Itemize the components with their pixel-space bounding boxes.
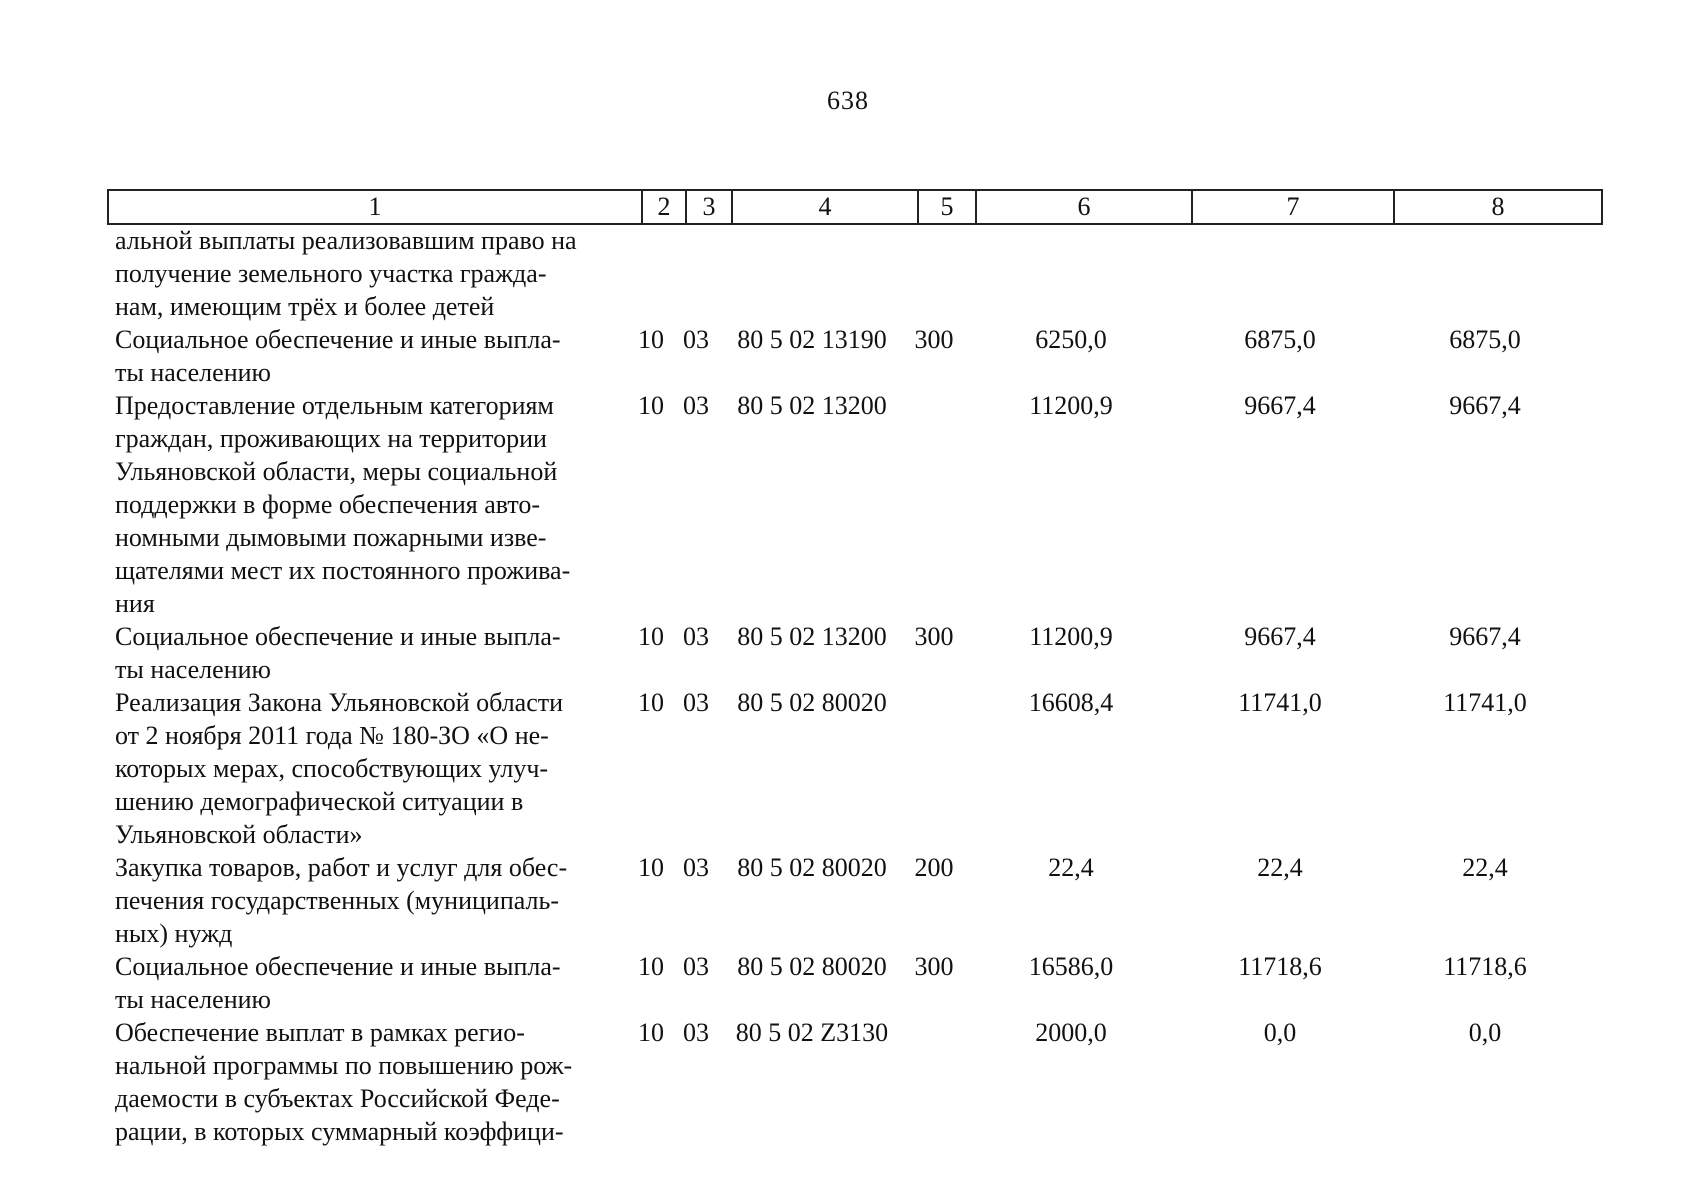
row-description xyxy=(107,950,629,1016)
column-header-2: 2 xyxy=(642,190,686,224)
target-article-code: 80 5 02 Z3130 xyxy=(735,1018,889,1047)
description-line: рации, в которых суммарный коэффици- xyxy=(115,1117,564,1146)
amount-col-6: 22,4 xyxy=(1048,853,1094,882)
row-description xyxy=(107,620,629,686)
amount-col-7: 11741,0 xyxy=(1238,688,1322,717)
table-row xyxy=(107,950,1607,1016)
description-line: номными дымовыми пожарными изве- xyxy=(115,523,547,552)
description-line: ты населению xyxy=(115,985,271,1014)
description-line: печения государственных (муниципаль- xyxy=(115,886,560,915)
description-line: от 2 ноября 2011 года № 180-ЗО «О не- xyxy=(115,721,549,750)
table-row xyxy=(107,1016,1607,1148)
description-line: щателями мест их постоянного прожива- xyxy=(115,556,571,585)
budget-table-body xyxy=(107,224,1607,1148)
amount-col-8: 9667,4 xyxy=(1449,622,1521,651)
subsection-code: 03 xyxy=(683,391,709,420)
description-line: ты населению xyxy=(115,358,271,387)
amount-col-7: 6875,0 xyxy=(1244,325,1316,354)
table-row xyxy=(107,620,1607,686)
amount-col-8: 6875,0 xyxy=(1449,325,1521,354)
section-code: 10 xyxy=(638,391,664,420)
table-row xyxy=(107,224,1607,323)
description-line: поддержки в форме обеспечения авто- xyxy=(115,490,541,519)
description-line: нальной программы по повышению рож- xyxy=(115,1051,573,1080)
amount-col-6: 16608,4 xyxy=(1028,688,1114,717)
description-line: нам, имеющим трёх и более детей xyxy=(115,292,495,321)
subsection-code: 03 xyxy=(683,952,709,981)
target-article-code: 80 5 02 80020 xyxy=(737,853,887,882)
amount-col-6: 11200,9 xyxy=(1029,391,1113,420)
table-row xyxy=(107,389,1607,620)
column-header-8: 8 xyxy=(1394,190,1602,224)
table-row xyxy=(107,851,1607,950)
description-line: Ульяновской области, меры социальной xyxy=(115,457,558,486)
subsection-code: 03 xyxy=(683,622,709,651)
target-article-code: 80 5 02 13200 xyxy=(737,391,887,420)
row-description xyxy=(107,851,629,950)
amount-col-7: 11718,6 xyxy=(1238,952,1322,981)
table-row xyxy=(107,686,1607,851)
section-code: 10 xyxy=(638,325,664,354)
expense-type-code: 200 xyxy=(914,853,954,882)
description-line: ных) нужд xyxy=(115,919,233,948)
row-description xyxy=(107,389,629,620)
row-description xyxy=(107,686,629,851)
description-line: даемости в субъектах Российской Феде- xyxy=(115,1084,560,1113)
description-line: получение земельного участка гражда- xyxy=(115,259,547,288)
amount-col-7: 0,0 xyxy=(1263,1018,1297,1047)
description-line: Обеспечение выплат в рамках регио- xyxy=(115,1018,525,1047)
table-row xyxy=(107,323,1607,389)
target-article-code: 80 5 02 80020 xyxy=(737,688,887,717)
column-header-row xyxy=(108,190,1602,224)
description-line: граждан, проживающих на территории xyxy=(115,424,547,453)
description-line: альной выплаты реализовавшим право на xyxy=(115,226,577,255)
expense-type-code: 300 xyxy=(914,325,954,354)
section-code: 10 xyxy=(638,622,664,651)
target-article-code: 80 5 02 13200 xyxy=(737,622,887,651)
column-header-table xyxy=(107,189,1603,225)
page-number: 638 xyxy=(827,86,869,115)
section-code: 10 xyxy=(638,1018,664,1047)
section-code: 10 xyxy=(638,853,664,882)
description-line: Предоставление отдельным категориям xyxy=(115,391,554,420)
amount-col-7: 9667,4 xyxy=(1244,391,1316,420)
column-header-4: 4 xyxy=(732,190,918,224)
description-line: ты населению xyxy=(115,655,271,684)
description-line: Реализация Закона Ульяновской области xyxy=(115,688,564,717)
amount-col-8: 0,0 xyxy=(1468,1018,1502,1047)
row-description xyxy=(107,1016,629,1148)
column-header-7: 7 xyxy=(1192,190,1394,224)
amount-col-6: 11200,9 xyxy=(1029,622,1113,651)
amount-col-6: 16586,0 xyxy=(1028,952,1114,981)
expense-type-code: 300 xyxy=(914,952,954,981)
subsection-code: 03 xyxy=(683,325,709,354)
amount-col-8: 22,4 xyxy=(1462,853,1508,882)
description-line: которых мерах, способствующих улуч- xyxy=(115,754,549,783)
subsection-code: 03 xyxy=(683,688,709,717)
amount-col-7: 9667,4 xyxy=(1244,622,1316,651)
amount-col-6: 2000,0 xyxy=(1035,1018,1107,1047)
column-header-3: 3 xyxy=(686,190,732,224)
description-line: ния xyxy=(115,589,155,618)
expense-type-code: 300 xyxy=(914,622,954,651)
description-line: Закупка товаров, работ и услуг для обес- xyxy=(115,853,568,882)
description-line: шению демографической ситуации в xyxy=(115,787,524,816)
column-header-6: 6 xyxy=(976,190,1192,224)
row-description xyxy=(107,224,629,323)
column-header-5: 5 xyxy=(918,190,976,224)
subsection-code: 03 xyxy=(683,1018,709,1047)
description-line: Социальное обеспечение и иные выпла- xyxy=(115,325,561,354)
description-line: Ульяновской области» xyxy=(115,820,363,849)
target-article-code: 80 5 02 13190 xyxy=(737,325,887,354)
subsection-code: 03 xyxy=(683,853,709,882)
section-code: 10 xyxy=(638,952,664,981)
row-description xyxy=(107,323,629,389)
section-code: 10 xyxy=(638,688,664,717)
description-line: Социальное обеспечение и иные выпла- xyxy=(115,622,561,651)
amount-col-8: 11741,0 xyxy=(1443,688,1527,717)
amount-col-8: 11718,6 xyxy=(1443,952,1527,981)
target-article-code: 80 5 02 80020 xyxy=(737,952,887,981)
column-header-1: 1 xyxy=(108,190,642,224)
amount-col-7: 22,4 xyxy=(1257,853,1303,882)
description-line: Социальное обеспечение и иные выпла- xyxy=(115,952,561,981)
amount-col-6: 6250,0 xyxy=(1035,325,1107,354)
amount-col-8: 9667,4 xyxy=(1449,391,1521,420)
